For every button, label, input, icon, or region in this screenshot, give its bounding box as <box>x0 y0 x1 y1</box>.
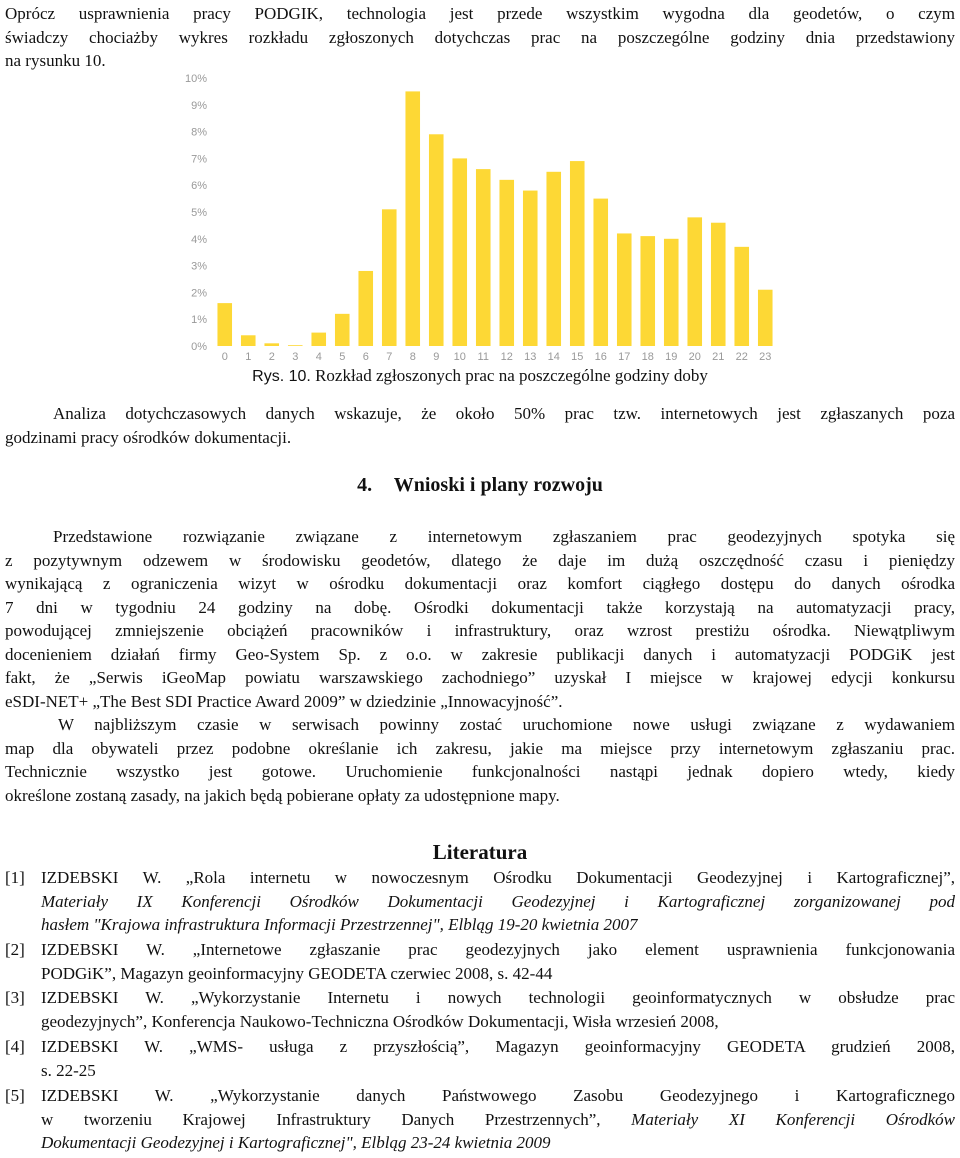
bar-hour-6 <box>358 271 373 346</box>
text-line: godzinami pracy ośrodków dokumentacji. <box>5 427 292 447</box>
reference-line: PODGiK”, Magazyn geoinformacyjny GEODETA czerwiec 2008, s. 42-44 <box>41 963 553 983</box>
text-line: określone zostaną zasady, na jakich będą pobierane opłaty za udostępnione mapy. <box>5 785 560 805</box>
text-line: wynikającą z ograniczenia wizyt w ośrodku dokumentacji oraz komfort ciągłego dostępu do danych ośrodka <box>5 574 955 593</box>
intro-paragraph <box>5 2 955 73</box>
bar-hour-0 <box>217 303 232 346</box>
x-tick-label: 3 <box>292 351 299 363</box>
bar-hour-2 <box>264 343 279 346</box>
x-tick-label: 6 <box>362 351 369 363</box>
x-tick-label: 8 <box>409 351 416 363</box>
reference-item <box>5 1035 955 1083</box>
bar-hour-21 <box>711 223 726 346</box>
bar-hour-3 <box>288 345 303 346</box>
y-tick-label: 6% <box>191 180 207 193</box>
figure-label: Rys. 10. <box>252 368 311 385</box>
bar-hour-5 <box>335 314 350 346</box>
reference-number: [3] <box>5 988 25 1007</box>
bar-hour-12 <box>499 180 514 346</box>
y-tick-label: 5% <box>191 207 207 219</box>
reference-line: IZDEBSKI W. „WMS- usługa z przyszłością”, Magazyn geoinformacyjny GEODETA grudzień 2008, <box>41 1037 955 1056</box>
bar-hour-4 <box>311 333 326 346</box>
x-tick-label: 7 <box>386 351 393 363</box>
x-tick-label: 1 <box>245 351 252 363</box>
figure-caption-text: Rozkład zgłoszonych prac na poszczególne godziny doby <box>315 366 708 385</box>
reference-item <box>5 938 955 986</box>
reference-item <box>5 866 955 938</box>
y-tick-label: 1% <box>191 314 207 327</box>
reference-number: [5] <box>5 1086 25 1105</box>
literature-heading: Literatura <box>432 840 528 864</box>
text-line: W najbliższym czasie w serwisach powinny zostać uruchomione nowe usługi związane z wydawaniem <box>58 715 955 734</box>
reference-italic: hasłem "Krajowa infrastruktura Informacji Przestrzennej", Elbląg 19-20 kwietnia 2007 <box>41 915 638 934</box>
text-line: powodującej zmniejszenie obciążeń pracowników i infrastruktury, oraz wzrost prestiżu ośrodka. Niewątpliwym <box>5 621 955 640</box>
x-tick-label: 23 <box>759 351 772 363</box>
x-tick-label: 15 <box>571 351 584 363</box>
bar-hour-9 <box>429 134 444 346</box>
y-tick-label: 7% <box>191 153 207 166</box>
reference-line: IZDEBSKI W. „Rola internetu w nowoczesnym Ośrodku Dokumentacji Geodezyjnej i Kartograficznej”, <box>41 868 955 887</box>
x-tick-label: 0 <box>221 351 228 363</box>
text-line: 7 dni w tygodniu 24 godziny na dobę. Ośrodki dokumentacji także korzystają na automatyzacji pracy, <box>5 597 955 617</box>
text-line: Oprócz usprawnienia pracy PODGIK, technologia jest przede wszystkim wygodna dla geodetów, o czym <box>5 4 955 23</box>
bar-hour-10 <box>452 158 467 346</box>
y-tick-label: 4% <box>191 233 207 246</box>
x-tick-label: 10 <box>453 351 466 363</box>
y-tick-label: 2% <box>191 287 207 300</box>
bar-hour-8 <box>405 91 420 346</box>
conclusions-paragraph <box>5 525 955 807</box>
hourly-distribution-chart <box>183 70 783 370</box>
x-tick-label: 4 <box>315 351 322 363</box>
bar-hour-17 <box>617 233 632 346</box>
section-number: 4. <box>357 474 373 496</box>
x-tick-label: 18 <box>641 351 654 363</box>
text-line: docenieniem działań firmy Geo-System Sp. z o.o. w zakresie publikacji danych i automatyzacji PODGiK jest <box>5 644 955 664</box>
reference-number: [2] <box>5 940 25 959</box>
x-tick-label: 20 <box>688 351 701 363</box>
reference-italic: Dokumentacji Geodezyjnej i Kartograficznej", Elbląg 23-24 kwietnia 2009 <box>41 1133 551 1152</box>
x-tick-label: 9 <box>433 351 440 363</box>
bar-hour-13 <box>523 191 538 346</box>
x-tick-label: 22 <box>735 351 748 363</box>
text-line: Analiza dotychczasowych danych wskazuje, że około 50% prac tzw. internetowych jest zgłaszanych poza <box>53 404 955 423</box>
reference-line: geodezyjnych”, Konferencja Naukowo-Techniczna Ośrodków Dokumentacji, Wisła wrzesień 2008, <box>41 1011 719 1031</box>
bar-hour-16 <box>593 199 608 346</box>
analysis-paragraph <box>5 402 955 449</box>
reference-italic: Materiały IX Konferencji Ośrodków Dokumentacji Geodezyjnej i Kartograficznej zorganizowanej pod <box>41 891 955 911</box>
reference-line: s. 22-25 <box>41 1060 96 1080</box>
text-line: świadczy chociażby wykres rozkładu zgłoszonych dotychczas prac na poszczególne godziny dnia przedstawiony <box>5 27 955 47</box>
bar-hour-18 <box>640 236 655 346</box>
section-heading <box>0 474 960 497</box>
text-line: fakt, że „Serwis iGeoMap powiatu warszawskiego zachodniego” uzyskał I miejsce w krajowej edycji konkursu <box>5 668 955 687</box>
x-tick-label: 17 <box>618 351 631 363</box>
y-tick-label: 3% <box>191 260 207 273</box>
x-tick-label: 19 <box>665 351 678 363</box>
bar-hour-14 <box>546 172 561 346</box>
x-tick-label: 21 <box>712 351 725 363</box>
text-line: Technicznie wszystko jest gotowe. Uruchomienie funkcjonalności nastąpi jednak dopiero wtedy, kiedy <box>5 762 955 781</box>
reference-italic: Materiały XI Konferencji Ośrodków <box>631 1109 955 1129</box>
y-tick-label: 9% <box>191 99 207 112</box>
text-line: eSDI-NET+ „The Best SDI Practice Award 2009” w dziedzinie „Innowacyjność”. <box>5 691 563 711</box>
x-tick-label: 16 <box>594 351 607 363</box>
reference-item <box>5 1084 955 1156</box>
bar-hour-15 <box>570 161 585 346</box>
text-line: na rysunku 10. <box>5 51 106 70</box>
reference-line: IZDEBSKI W. „Wykorzystanie danych Państwowego Zasobu Geodezyjnego i Kartograficznego <box>41 1086 955 1105</box>
reference-line: w tworzeniu Krajowej Infrastruktury Danych Przestrzennych”, <box>41 1109 632 1129</box>
x-tick-label: 12 <box>500 351 513 363</box>
y-tick-label: 10% <box>184 73 207 85</box>
x-tick-label: 2 <box>268 351 275 363</box>
figure-caption <box>0 366 960 386</box>
section-title: Wnioski i plany rozwoju <box>393 474 603 496</box>
x-tick-label: 5 <box>339 351 346 363</box>
bar-hour-19 <box>664 239 679 346</box>
y-tick-label: 0% <box>191 341 207 353</box>
bar-hour-23 <box>758 290 773 346</box>
x-tick-label: 13 <box>524 351 537 363</box>
reference-item <box>5 986 955 1034</box>
bar-hour-20 <box>687 217 702 346</box>
bar-hour-7 <box>382 209 397 346</box>
reference-line: IZDEBSKI W. „Internetowe zgłaszanie prac geodezyjnych jako element usprawnienia funkcjonowania <box>41 940 955 959</box>
reference-number: [4] <box>5 1037 25 1056</box>
reference-line: IZDEBSKI W. „Wykorzystanie Internetu i nowych technologii geoinformatycznych w obsłudze prac <box>41 988 955 1007</box>
x-tick-label: 11 <box>477 351 489 363</box>
text-line: Przedstawione rozwiązanie związane z internetowym zgłaszaniem prac geodezyjnych spotyka się <box>53 527 955 546</box>
bar-hour-22 <box>734 247 749 346</box>
text-line: map dla obywateli przez podobne określanie ich zakresu, jakie ma miejsce przy internetowym zgłaszaniu prac. <box>5 738 955 758</box>
text-line: z pozytywnym odzewem w środowisku geodetów, dlatego że daje im dużą oszczędność czasu i pieniędzy <box>5 550 955 570</box>
bar-hour-1 <box>241 335 256 346</box>
reference-number: [1] <box>5 868 25 887</box>
y-tick-label: 8% <box>191 126 207 139</box>
bar-hour-11 <box>476 169 491 346</box>
x-tick-label: 14 <box>547 351 560 363</box>
